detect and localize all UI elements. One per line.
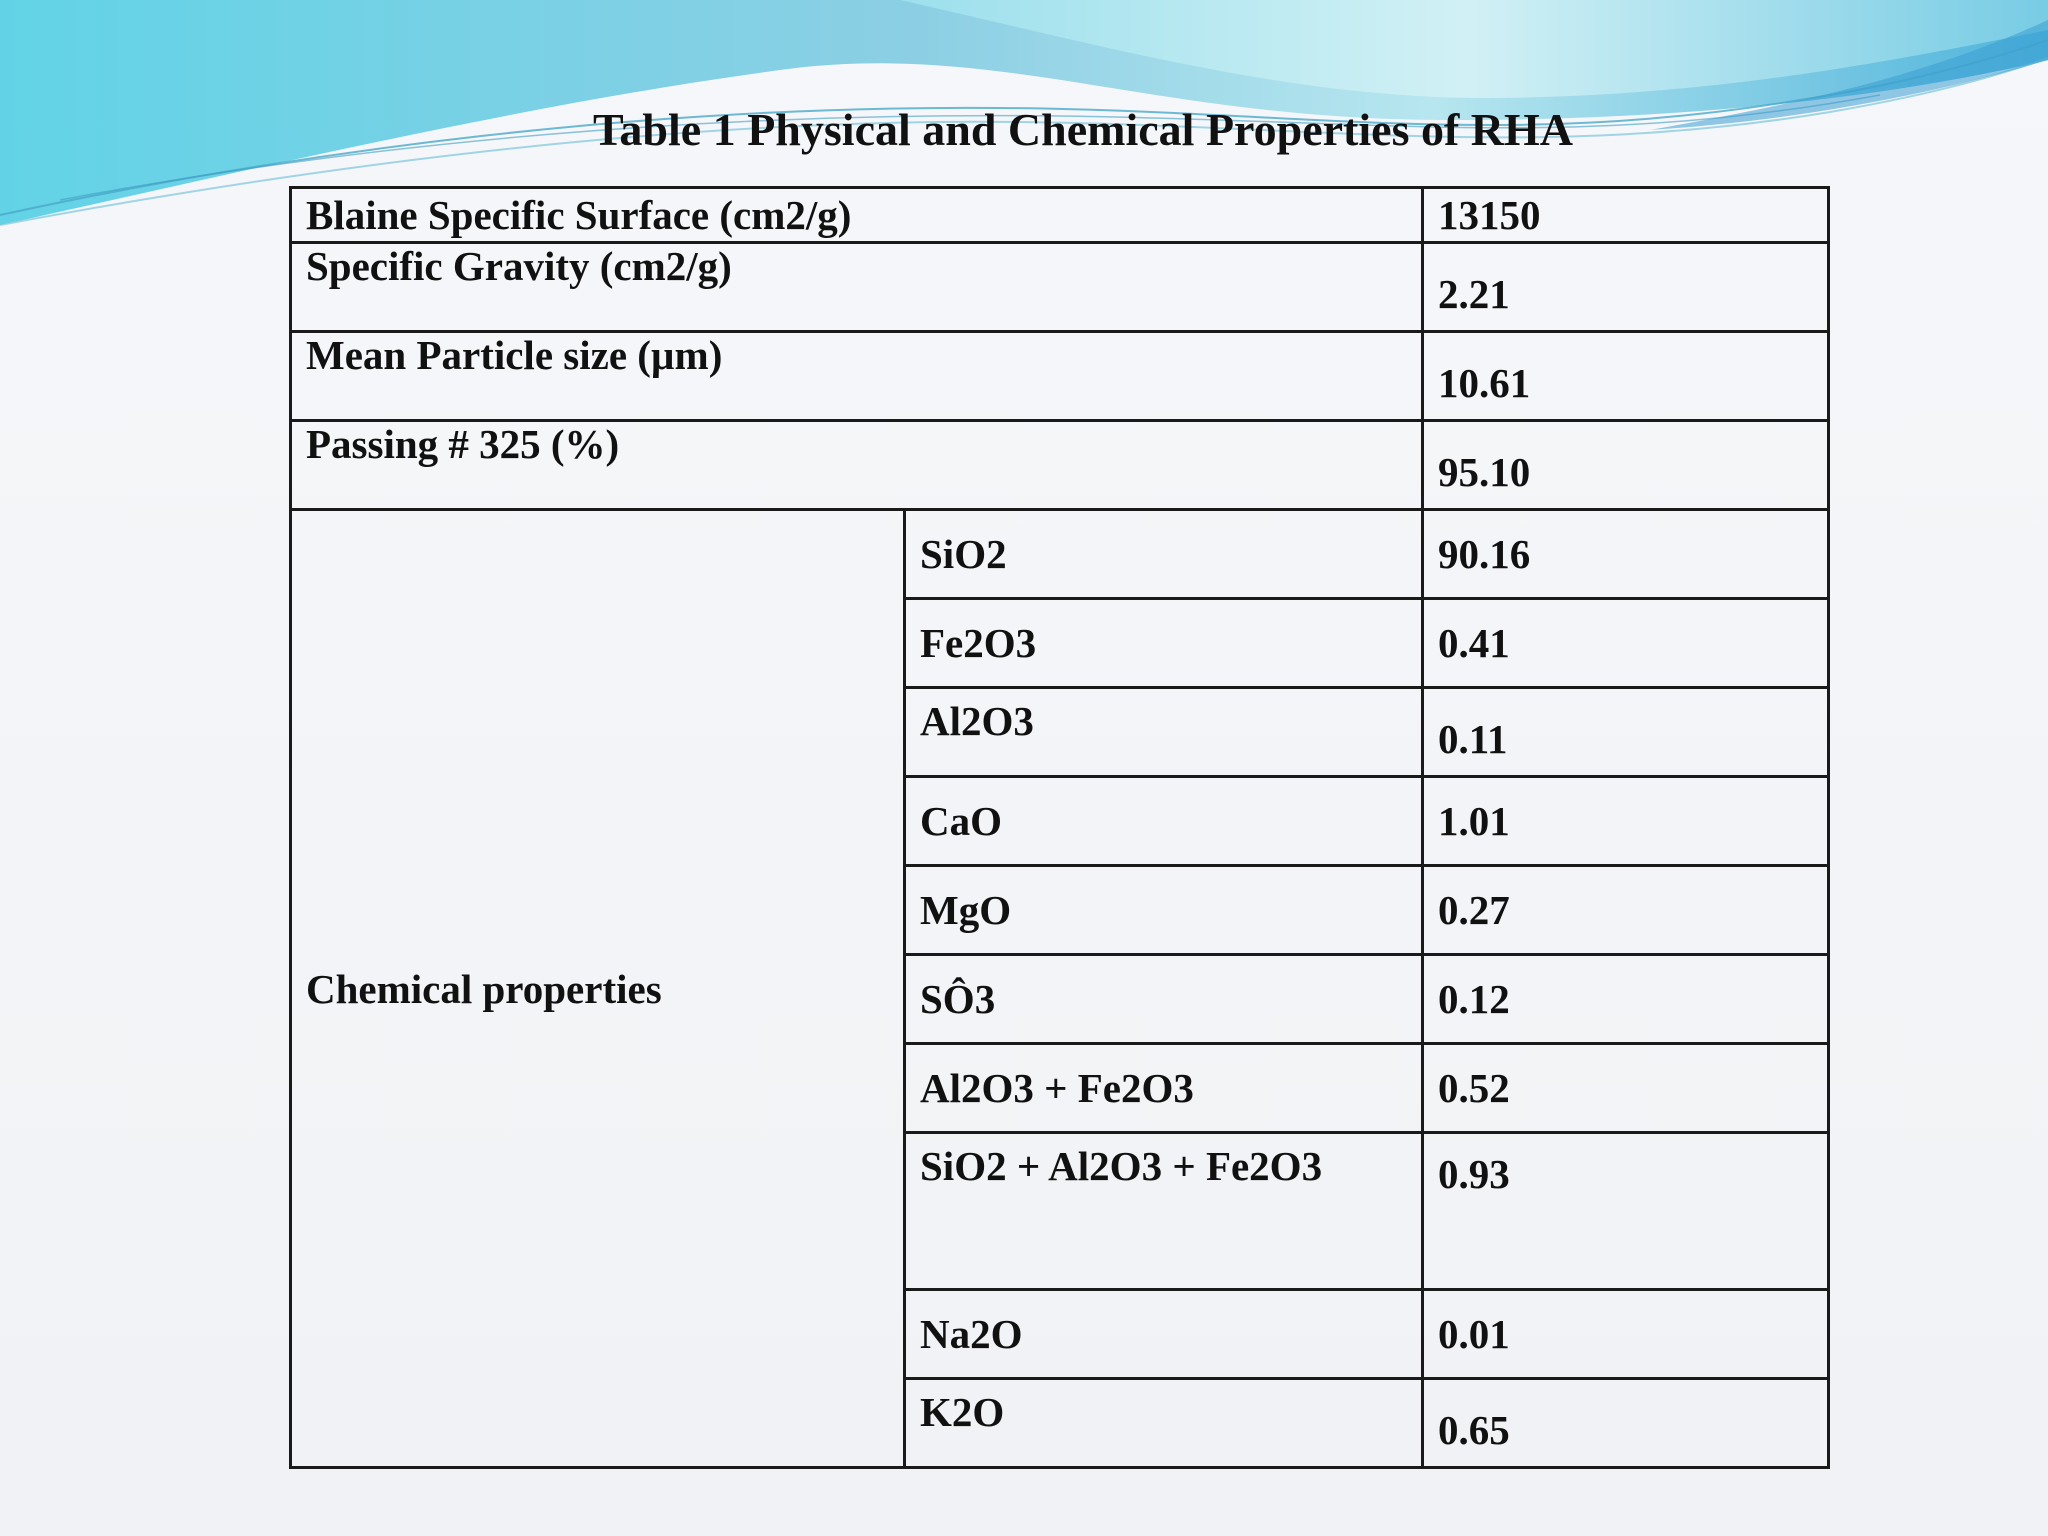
property-value-mean-particle-size: 10.61 [1423, 332, 1829, 421]
compound-value: 0.41 [1423, 599, 1829, 688]
compound-name: Al2O3 [905, 688, 1423, 777]
property-label-specific-gravity: Specific Gravity (cm2/g) [291, 243, 1423, 332]
chemical-properties-label: Chemical properties [291, 510, 905, 1468]
compound-value: 0.52 [1423, 1044, 1829, 1133]
table-row [291, 188, 1829, 243]
property-value-specific-gravity: 2.21 [1423, 243, 1829, 332]
compound-value: 0.93 [1423, 1133, 1829, 1290]
table-row [291, 510, 1829, 599]
compound-name: Fe2O3 [905, 599, 1423, 688]
table-row [291, 243, 1829, 332]
compound-value: 0.01 [1423, 1290, 1829, 1379]
property-label-mean-particle-size: Mean Particle size (µm) [291, 332, 1423, 421]
compound-value: 0.27 [1423, 866, 1829, 955]
compound-value: 1.01 [1423, 777, 1829, 866]
property-value-blaine: 13150 [1423, 188, 1829, 243]
properties-table [289, 186, 1830, 1469]
table-row [291, 332, 1829, 421]
compound-value: 0.11 [1423, 688, 1829, 777]
property-label-passing-325: Passing # 325 (%) [291, 421, 1423, 510]
property-label-blaine: Blaine Specific Surface (cm2/g) [291, 188, 1423, 243]
compound-value: 90.16 [1423, 510, 1829, 599]
table-row [291, 421, 1829, 510]
compound-name: CaO [905, 777, 1423, 866]
compound-name: K2O [905, 1379, 1423, 1468]
compound-name: SiO2 [905, 510, 1423, 599]
property-value-passing-325: 95.10 [1423, 421, 1829, 510]
compound-name: Na2O [905, 1290, 1423, 1379]
compound-name: SÔ3 [905, 955, 1423, 1044]
compound-name: Al2O3 + Fe2O3 [905, 1044, 1423, 1133]
compound-value: 0.12 [1423, 955, 1829, 1044]
compound-name: SiO2 + Al2O3 + Fe2O3 [905, 1133, 1423, 1290]
table-title: Table 1 Physical and Chemical Properties of RHA [592, 104, 1574, 155]
compound-value: 0.65 [1423, 1379, 1829, 1468]
compound-name: MgO [905, 866, 1423, 955]
